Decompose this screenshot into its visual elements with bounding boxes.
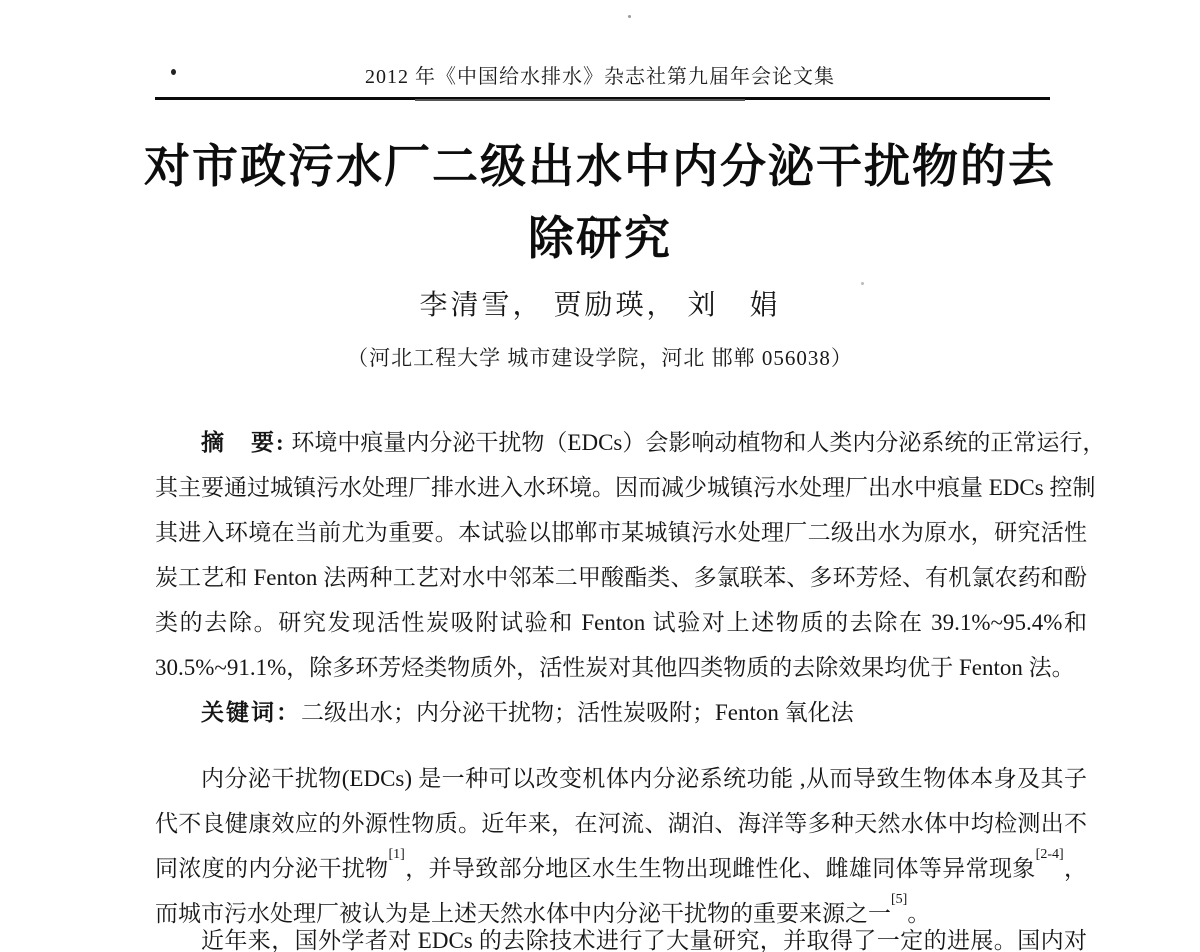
- abstract-section: [155, 420, 1106, 735]
- body-text-line: 代不良健康效应的外源性物质。近年来，在河流、湖泊、海洋等多种天然水体中均检测出不: [155, 811, 1087, 836]
- header-divider-rule: [155, 97, 1050, 100]
- abstract-line: 30.5%~91.1%，除多环芳烃类物质外，活性炭对其他四类物质的去除效果均优于 Fenton 法。: [155, 655, 1075, 680]
- abstract-line: 其主要通过城镇污水处理厂排水进入水环境。因而减少城镇污水处理厂出水中痕量 EDCs 控制: [155, 475, 1096, 500]
- authors-line: 李清雪， 贾励瑛， 刘 娟: [419, 290, 781, 321]
- body-text-line: 而城市污水处理厂被认为是上述天然水体中内分泌干扰物的重要来源之一[5]。: [155, 892, 931, 926]
- proceedings-header: 2012 年《中国给水排水》杂志社第九届年会论文集: [365, 66, 835, 88]
- abstract-line: 炭工艺和 Fenton 法两种工艺对水中邻苯二甲酸酯类、多氯联苯、多环芳烃、有机氯农药和酚: [155, 565, 1087, 590]
- body-text-line: 同浓度的内分泌干扰物[1]，并导致部分地区水生生物出现雌性化、雌雄同体等异常现象[2-4]，: [155, 847, 1088, 881]
- paper-title-line-1: 对市政污水厂二级出水中内分泌干扰物的去: [144, 140, 1056, 192]
- paper-title: [60, 130, 1140, 274]
- body-paragraph-2: [155, 918, 1087, 952]
- scan-speck: [861, 282, 864, 285]
- paper-title-line-2: 除研究: [528, 212, 672, 264]
- scan-speck: [628, 15, 631, 18]
- abstract-line: 摘 要: 环境中痕量内分泌干扰物（EDCs）会影响动植物和人类内分泌系统的正常运行，: [201, 430, 1106, 455]
- abstract-line: 其进入环境在当前尤为重要。本试验以邯郸市某城镇污水处理厂二级出水为原水，研究活性: [155, 520, 1087, 545]
- abstract-line: 类的去除。研究发现活性炭吸附试验和 Fenton 试验对上述物质的去除在 39.1%~95.4%和: [155, 610, 1087, 635]
- body-text-line: 内分泌干扰物(EDCs) 是一种可以改变机体内分泌系统功能 ,从而导致生物体本身及其子: [201, 766, 1087, 791]
- abstract-line: 关键词：二级出水；内分泌干扰物；活性炭吸附；Fenton 氧化法: [201, 700, 854, 725]
- body-text-line: 近年来，国外学者对 EDCs 的去除技术进行了大量研究，并取得了一定的进展。国内对: [201, 928, 1087, 952]
- affiliation-line: （河北工程大学 城市建设学院，河北 邯郸 056038）: [347, 346, 853, 370]
- body-paragraph-1: [155, 756, 1087, 936]
